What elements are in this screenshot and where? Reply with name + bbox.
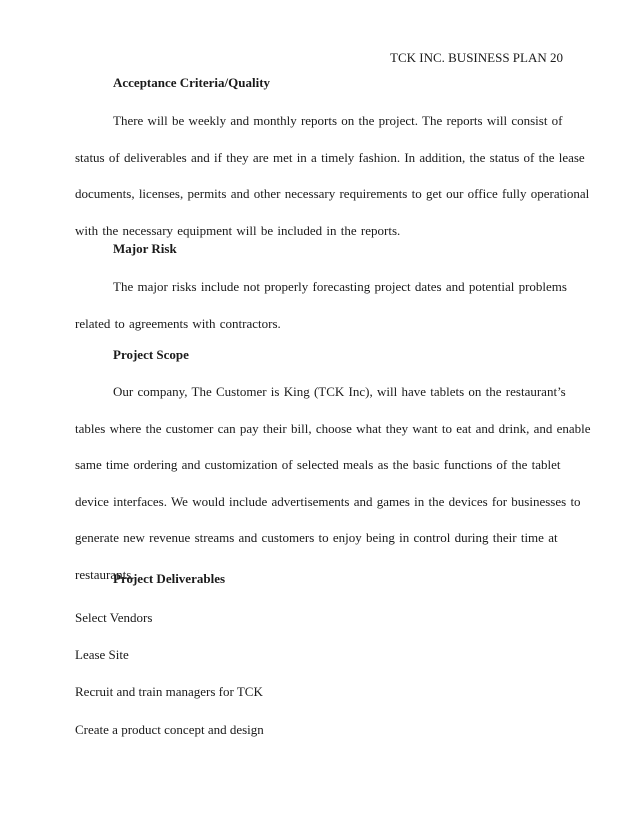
deliverable-item: Lease Site bbox=[75, 647, 129, 662]
paragraph-line: Our company, The Customer is King (TCK Inc), will have tablets on the restaurant’s bbox=[113, 384, 566, 399]
paragraph-line: generate new revenue streams and customers to enjoy being in control during their time at bbox=[75, 530, 558, 545]
paragraph-line: There will be weekly and monthly reports on the project. The reports will consist of bbox=[113, 113, 563, 128]
paragraph-line: restaurants. bbox=[75, 566, 135, 582]
major-risk-heading: Major Risk bbox=[113, 241, 177, 256]
running-head: TCK INC. BUSINESS PLAN 20 bbox=[390, 50, 563, 65]
paragraph-line: The major risks include not properly forecasting project dates and potential problems bbox=[113, 279, 567, 294]
paragraph-line: device interfaces. We would include advertisements and games in the devices for businesses to bbox=[75, 493, 581, 509]
project-scope-heading: Project Scope bbox=[113, 347, 189, 362]
acceptance-paragraph bbox=[75, 112, 590, 258]
paragraph-line: status of deliverables and if they are met in a timely fashion. In addition, the status of the lease bbox=[75, 149, 585, 165]
deliverable-item: Create a product concept and design bbox=[75, 722, 264, 737]
acceptance-heading: Acceptance Criteria/Quality bbox=[113, 75, 271, 90]
paragraph-line: with the necessary equipment will be included in the reports. bbox=[75, 222, 401, 238]
risk-paragraph bbox=[75, 278, 565, 351]
deliverable-item: Recruit and train managers for TCK bbox=[75, 684, 263, 699]
paragraph-line: related to agreements with contractors. bbox=[75, 315, 281, 331]
project-deliverables-heading: Project Deliverables bbox=[113, 571, 226, 586]
paragraph-line: tables where the customer can pay their bill, choose what they want to eat and drink, and enable bbox=[75, 420, 591, 436]
deliverable-item: Select Vendors bbox=[75, 610, 153, 625]
paragraph-line: same time ordering and customization of selected meals as the basic functions of the tablet bbox=[75, 457, 561, 472]
paragraph-line: documents, licenses, permits and other necessary requirements to get our office fully operational bbox=[75, 186, 590, 201]
